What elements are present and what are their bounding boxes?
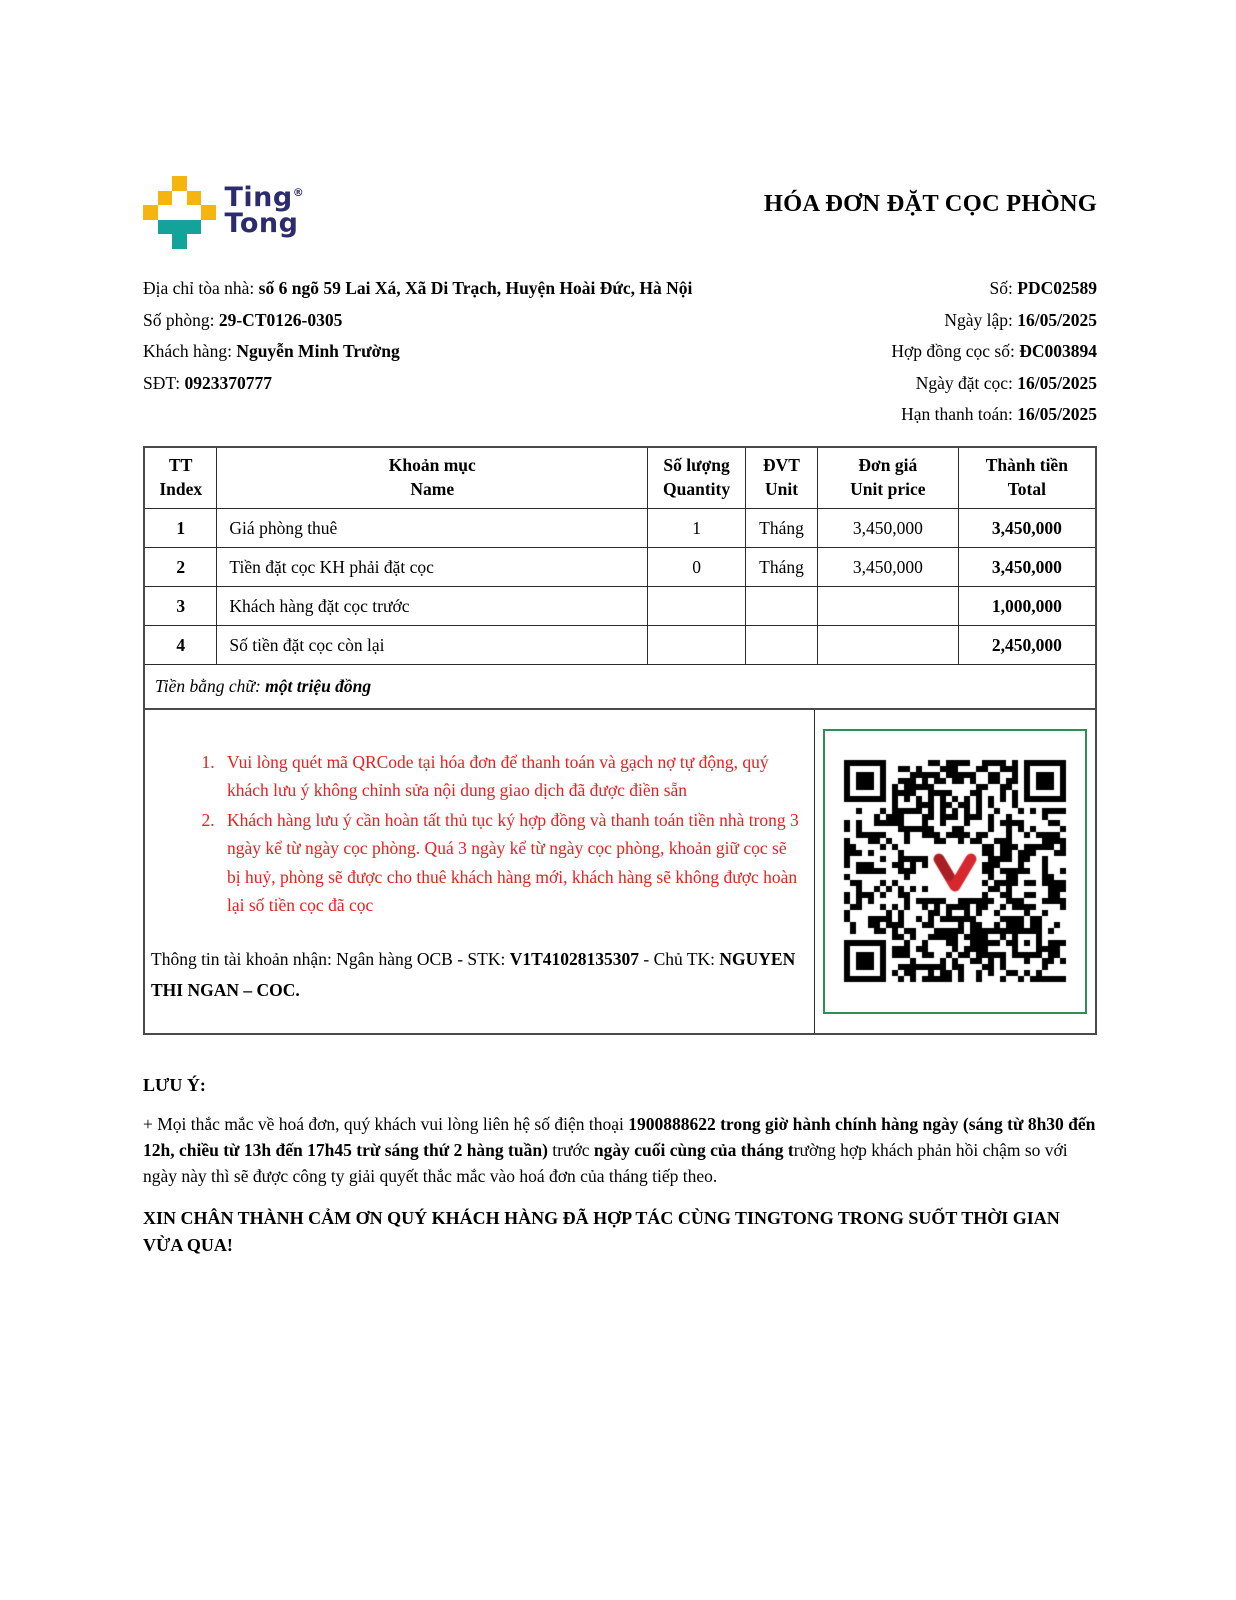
amount-in-words-label: Tiền bằng chữ: [155, 675, 266, 696]
notes-and-qr-box [143, 710, 1097, 1035]
invoice-page [143, 176, 1097, 1259]
info-line: Hạn thanh toán: 16/05/2025 [901, 404, 1097, 424]
info-line: Số: PDC02589 [989, 278, 1097, 298]
red-notes-list [151, 748, 802, 920]
table-row: 1 Giá phòng thuê 1 Tháng 3,450,000 3,450,000 [144, 509, 1096, 548]
red-note-item: 1. Vui lòng quét mã QRCode tại hóa đơn để thanh toán và gạch nợ tự động, quý khách lưu ý không chỉnh sửa nội dung giao dịch đã được điền sẵn [219, 748, 802, 805]
tingtong-logo [143, 176, 304, 249]
customer-info [143, 273, 743, 431]
qr-cell [815, 710, 1095, 1033]
table-row: 2 Tiền đặt cọc KH phải đặt cọc 0 Tháng 3,450,000 3,450,000 [144, 548, 1096, 587]
thanks-paragraph: XIN CHÂN THÀNH CẢM ƠN QUÝ KHÁCH HÀNG ĐÃ HỢP TÁC CÙNG TINGTONG TRONG SUỐT THỜI GIAN VỪA QUA! [143, 1207, 1060, 1255]
table-header [144, 447, 1096, 509]
bank-account-info: Thông tin tài khoản nhận: Ngân hàng OCB - STK: V1T41028135307 - Chủ TK: NGUYEN THI NGAN – COC. [151, 948, 796, 1000]
notes-cell [145, 710, 815, 1033]
column-header: Số lượng Quantity [648, 447, 746, 509]
column-header: TT Index [144, 447, 217, 509]
info-line: Khách hàng: Nguyễn Minh Trường [143, 341, 400, 361]
notice-paragraph: + Mọi thắc mắc về hoá đơn, quý khách vui lòng liên hệ số điện thoại 1900888622 trong giờ hành chính hàng ngày (sáng từ 8h30 đến 12h, chiều từ 13h đến 17h45 trừ sáng thứ 2 hàng tuần) trước ngày cuối cùng của tháng trường hợp khách phản hồi chậm so với ngày này thì sẽ được công ty giải quyết thắc mắc vào hoá đơn của tháng tiếp theo. [143, 1113, 1096, 1186]
amount-in-words-value: một triệu đồng [265, 675, 372, 696]
column-header: ĐVT Unit [746, 447, 818, 509]
column-header: Đơn giá Unit price [817, 447, 958, 509]
tingtong-logo-icon [143, 176, 216, 249]
items-table [143, 446, 1097, 710]
table-row: 3 Khách hàng đặt cọc trước 1,000,000 [144, 587, 1096, 626]
footer [143, 1075, 1097, 1259]
notice-heading: LƯU Ý: [143, 1074, 206, 1095]
page-title: HÓA ĐƠN ĐẶT CỌC PHÒNG [763, 190, 1097, 217]
qr-frame [823, 729, 1087, 1014]
column-header: Thành tiền Total [958, 447, 1096, 509]
amount-in-words-row [144, 665, 1096, 709]
column-header: Khoản mục Name [217, 447, 648, 509]
info-line: Ngày đặt cọc: 16/05/2025 [915, 372, 1097, 393]
invoice-info [143, 273, 1097, 431]
info-line: Ngày lập: 16/05/2025 [944, 309, 1097, 330]
red-note-item: 2. Khách hàng lưu ý cần hoàn tất thủ tục ký hợp đồng và thanh toán tiền nhà trong 3 ngày kể từ ngày cọc phòng. Quá 3 ngày kể từ ngày cọc phòng, khoản giữ cọc sẽ bị huỷ, phòng sẽ được cho thuê khách hàng mới, khách hàng sẽ không được hoàn lại số tiền cọc đã cọc [219, 806, 802, 920]
tingtong-logo-text: Ting® Tong [224, 182, 305, 240]
info-line: Địa chỉ tòa nhà: số 6 ngõ 59 Lai Xá, Xã Di Trạch, Huyện Hoài Đức, Hà Nội [143, 278, 693, 298]
header [143, 176, 1097, 254]
info-line: SĐT: 0923370777 [143, 372, 272, 393]
info-line: Hợp đồng cọc số: ĐC003894 [891, 341, 1097, 361]
payment-qr-code [835, 751, 1075, 991]
info-line: Số phòng: 29-CT0126-0305 [143, 309, 343, 330]
table-row: 4 Số tiền đặt cọc còn lại 2,450,000 [144, 626, 1096, 665]
table-body [144, 509, 1096, 665]
invoice-meta [743, 273, 1097, 431]
